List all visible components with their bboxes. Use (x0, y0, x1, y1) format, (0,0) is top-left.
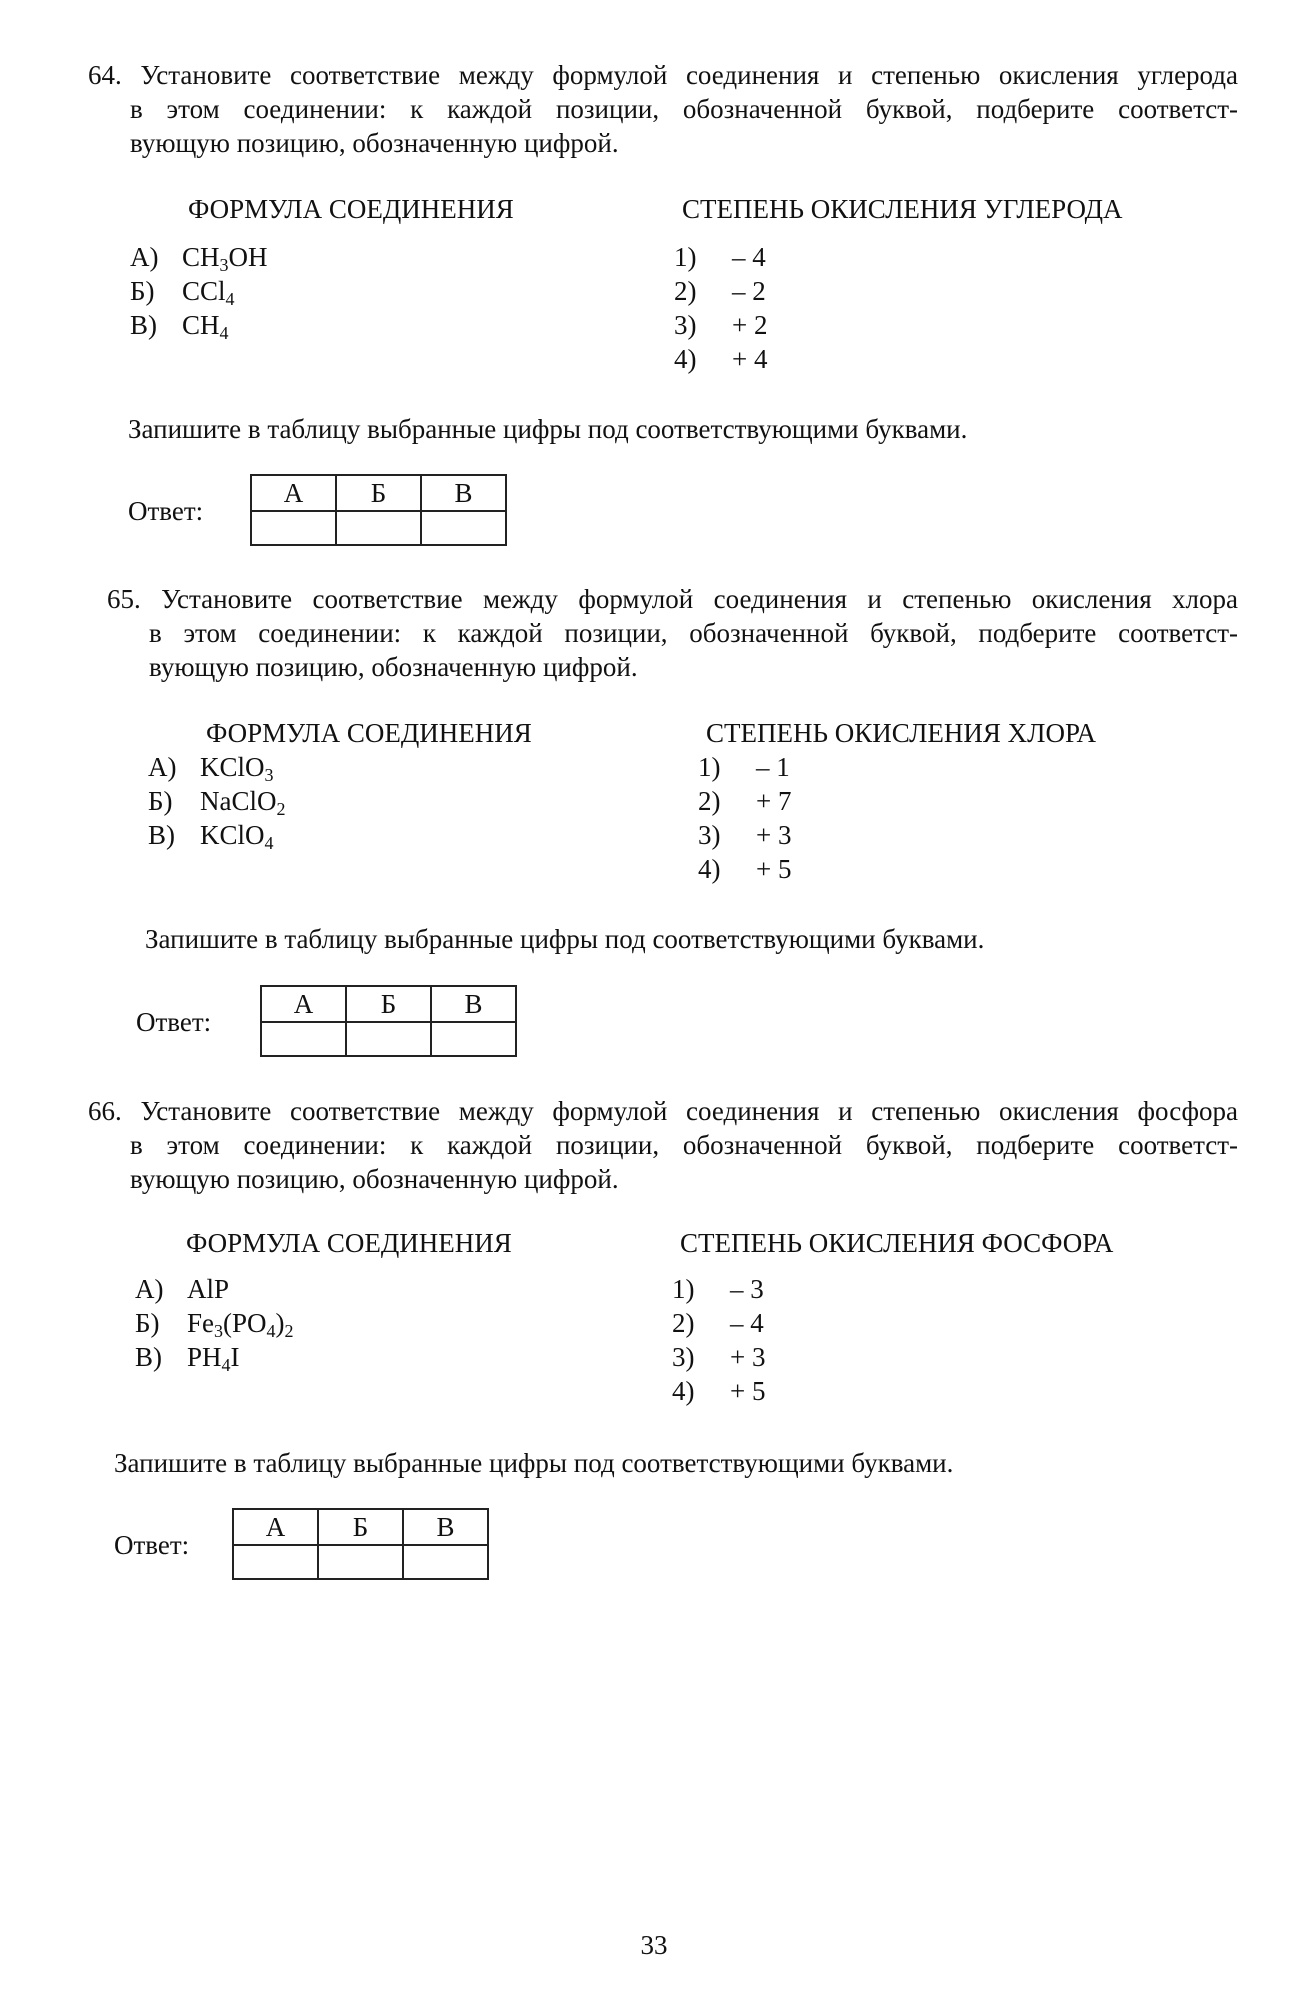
oxidation-value: – 3 (730, 1274, 764, 1304)
chemical-formula (182, 308, 229, 342)
formula-subscript: 3 (219, 255, 229, 275)
answer-cell-1[interactable] (233, 1545, 318, 1579)
oxidation-state-column-header: СТЕПЕНЬ ОКИСЛЕНИЯ ФОСФОРА (680, 1228, 1114, 1258)
statement-line: вующую позицию, обозначенную цифрой. (130, 128, 619, 158)
oxidation-value: + 5 (730, 1376, 766, 1406)
formula-column-header: ФОРМУЛА СОЕДИНЕНИЯ (206, 718, 532, 748)
answer-column-header: А (233, 1509, 318, 1545)
option-number: 3) (672, 1342, 695, 1372)
chemical-formula (200, 784, 286, 818)
answer-cell-2[interactable] (346, 1022, 431, 1056)
problem-number: 65. (107, 584, 141, 614)
option-number: 1) (674, 242, 697, 272)
problem-statement (88, 1094, 1238, 1196)
answer-cell-3[interactable] (403, 1545, 488, 1579)
answer-table (232, 1508, 489, 1580)
formula-segment: OH (228, 242, 268, 272)
formula-segment: KClO (200, 820, 265, 850)
formula-subscript: 3 (264, 765, 274, 785)
option-number: 1) (698, 752, 721, 782)
statement-text: Установите соответствие между формулой соединения и степенью окисления хлора (161, 584, 1238, 614)
answer-column-header: А (261, 986, 346, 1022)
statement-line: в этом соединении: к каждой позиции, обозначенной буквой, подберите соответст- (130, 1130, 1238, 1160)
oxidation-state-option (672, 1340, 765, 1374)
oxidation-value: – 4 (730, 1308, 764, 1338)
option-number: 4) (698, 854, 721, 884)
oxidation-value: + 4 (732, 344, 768, 374)
answer-cell-3[interactable] (431, 1022, 516, 1056)
oxidation-value: – 2 (732, 276, 766, 306)
answer-input-row (233, 1545, 488, 1579)
answer-column-header: В (431, 986, 516, 1022)
option-letter: Б) (135, 1308, 160, 1338)
option-letter: В) (148, 820, 175, 850)
statement-text: Установите соответствие между формулой соединения и степенью окисления фосфора (140, 1096, 1238, 1126)
option-letter: А) (135, 1274, 164, 1304)
answer-header-row (251, 475, 506, 511)
answer-input-row (251, 511, 506, 545)
answer-column-header: Б (346, 986, 431, 1022)
problem-statement (88, 58, 1238, 160)
formula-segment: CH (182, 310, 220, 340)
oxidation-value: + 3 (756, 820, 792, 850)
oxidation-state-column-header: СТЕПЕНЬ ОКИСЛЕНИЯ ХЛОРА (706, 718, 1097, 748)
oxidation-state-option (698, 818, 791, 852)
formula-option (130, 274, 235, 308)
formula-option (135, 1306, 294, 1340)
formula-segment: KClO (200, 752, 265, 782)
chemical-formula (187, 1306, 294, 1340)
option-number: 2) (672, 1308, 695, 1338)
formula-option (148, 784, 286, 818)
answer-column-header: Б (336, 475, 421, 511)
formula-segment: CH (182, 242, 220, 272)
answer-table (260, 985, 517, 1057)
option-number: 2) (698, 786, 721, 816)
page-number: 33 (640, 1930, 668, 1960)
answer-cell-3[interactable] (421, 511, 506, 545)
statement-line (88, 58, 1238, 92)
option-letter: В) (135, 1342, 162, 1372)
oxidation-state-option (674, 342, 767, 376)
instruction-text: Запишите в таблицу выбранные цифры под соответствующими буквами. (145, 924, 985, 954)
oxidation-state-option (672, 1374, 765, 1408)
formula-segment: NaClO (200, 786, 277, 816)
formula-option (148, 750, 274, 784)
answer-cell-1[interactable] (261, 1022, 346, 1056)
formula-column-header: ФОРМУЛА СОЕДИНЕНИЯ (188, 194, 514, 224)
answer-label: Ответ: (114, 1530, 190, 1560)
problem-number: 66. (88, 1096, 122, 1126)
oxidation-value: – 4 (732, 242, 766, 272)
formula-subscript: 2 (284, 1321, 294, 1341)
answer-column-header: Б (318, 1509, 403, 1545)
oxidation-value: + 2 (732, 310, 768, 340)
formula-segment: CCl (182, 276, 226, 306)
oxidation-state-column-header: СТЕПЕНЬ ОКИСЛЕНИЯ УГЛЕРОДА (682, 194, 1123, 224)
oxidation-state-option (674, 240, 766, 274)
formula-subscript: 4 (225, 289, 235, 309)
answer-cell-1[interactable] (251, 511, 336, 545)
option-number: 2) (674, 276, 697, 306)
formula-subscript: 2 (276, 799, 286, 819)
instruction-text: Запишите в таблицу выбранные цифры под соответствующими буквами. (128, 414, 968, 444)
statement-line (88, 1094, 1238, 1128)
statement-line: вующую позицию, обозначенную цифрой. (130, 1164, 619, 1194)
oxidation-state-option (674, 274, 766, 308)
statement-text: Установите соответствие между формулой соединения и степенью окисления углерода (140, 60, 1238, 90)
option-letter: А) (148, 752, 177, 782)
formula-column-header: ФОРМУЛА СОЕДИНЕНИЯ (186, 1228, 512, 1258)
formula-subscript: 4 (219, 323, 229, 343)
option-letter: В) (130, 310, 157, 340)
chemical-formula (182, 274, 235, 308)
oxidation-state-option (698, 750, 790, 784)
chemical-formula (200, 750, 274, 784)
formula-segment: I (230, 1342, 240, 1372)
formula-subscript: 4 (266, 1321, 276, 1341)
option-number: 4) (672, 1376, 695, 1406)
option-number: 3) (674, 310, 697, 340)
formula-option (130, 240, 268, 274)
oxidation-state-option (672, 1272, 764, 1306)
statement-line (107, 582, 1238, 616)
statement-line: в этом соединении: к каждой позиции, обозначенной буквой, подберите соответст- (130, 94, 1238, 124)
formula-option (135, 1340, 240, 1374)
oxidation-state-option (672, 1306, 764, 1340)
chemical-formula (187, 1340, 240, 1374)
formula-segment: (PO (223, 1308, 267, 1338)
answer-header-row (261, 986, 516, 1022)
chemical-formula (182, 240, 268, 274)
formula-segment: PH (187, 1342, 222, 1372)
oxidation-value: + 5 (756, 854, 792, 884)
answer-column-header: В (421, 475, 506, 511)
oxidation-state-option (698, 852, 791, 886)
problem-statement (107, 582, 1238, 684)
formula-option (148, 818, 274, 852)
formula-option (130, 308, 229, 342)
formula-subscript: 4 (264, 833, 274, 853)
formula-option (135, 1272, 229, 1306)
option-number: 4) (674, 344, 697, 374)
answer-label: Ответ: (128, 496, 204, 526)
problem-number: 64. (88, 60, 122, 90)
oxidation-state-option (674, 308, 767, 342)
oxidation-value: + 7 (756, 786, 792, 816)
formula-subscript: 3 (214, 1321, 223, 1341)
statement-line: в этом соединении: к каждой позиции, обозначенной буквой, подберите соответст- (149, 618, 1238, 648)
formula-segment: ) (275, 1308, 285, 1338)
formula-segment: Fe (187, 1308, 214, 1338)
option-letter: А) (130, 242, 159, 272)
option-letter: Б) (130, 276, 155, 306)
instruction-text: Запишите в таблицу выбранные цифры под соответствующими буквами. (114, 1448, 954, 1478)
answer-header-row (233, 1509, 488, 1545)
answer-cell-2[interactable] (318, 1545, 403, 1579)
answer-table (250, 474, 507, 546)
formula-segment: AlP (187, 1274, 230, 1304)
chemical-formula (200, 818, 274, 852)
option-number: 1) (672, 1274, 695, 1304)
chemical-formula (187, 1272, 229, 1306)
answer-input-row (261, 1022, 516, 1056)
answer-column-header: В (403, 1509, 488, 1545)
option-number: 3) (698, 820, 721, 850)
answer-label: Ответ: (136, 1007, 212, 1037)
oxidation-value: – 1 (756, 752, 790, 782)
answer-column-header: А (251, 475, 336, 511)
oxidation-value: + 3 (730, 1342, 766, 1372)
formula-subscript: 4 (221, 1355, 231, 1375)
statement-line: вующую позицию, обозначенную цифрой. (149, 652, 638, 682)
oxidation-state-option (698, 784, 791, 818)
answer-cell-2[interactable] (336, 511, 421, 545)
option-letter: Б) (148, 786, 173, 816)
